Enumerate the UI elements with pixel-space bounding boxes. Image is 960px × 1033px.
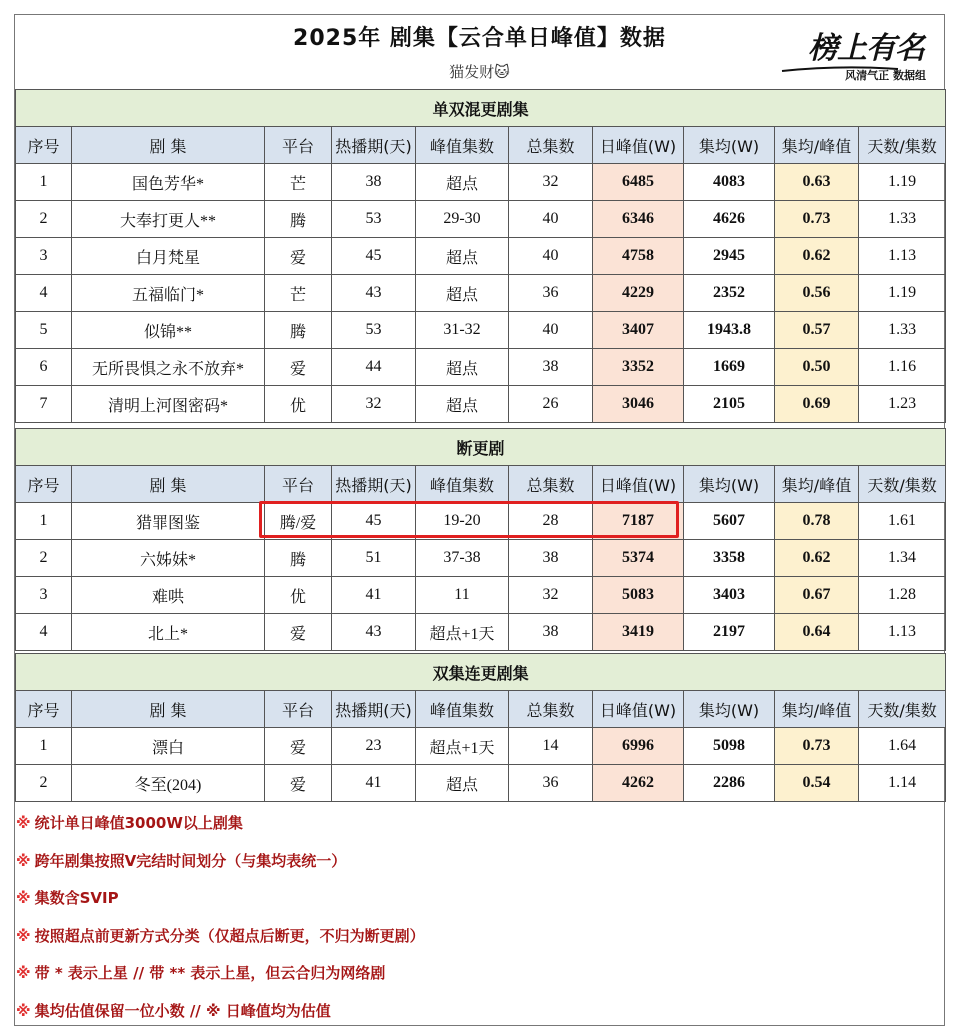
- cell-ratio: 0.64: [775, 614, 859, 651]
- note-mark: ※: [16, 851, 31, 870]
- cell-peak: 6996: [593, 728, 684, 765]
- table-header-row: [16, 691, 946, 728]
- note-mark: ※: [16, 814, 31, 832]
- column-header: 平台: [265, 466, 332, 503]
- cell-total: 38: [509, 349, 593, 386]
- table-row: [16, 238, 946, 275]
- table-row: [16, 614, 946, 651]
- column-header: 峰值集数: [416, 691, 509, 728]
- notes-list: [16, 805, 916, 1030]
- cell-name: 白月梵星: [72, 238, 265, 275]
- column-header: 集均(W): [684, 691, 775, 728]
- cell-dpe: 1.34: [859, 540, 946, 577]
- cell-peak: 6485: [593, 164, 684, 201]
- cell-pk: 11: [416, 577, 509, 614]
- cell-days: 41: [332, 765, 416, 802]
- cell-pk: 超点+1天: [416, 728, 509, 765]
- column-header: 峰值集数: [416, 466, 509, 503]
- cell-name: 清明上河图密码*: [72, 386, 265, 423]
- section-title: 断更剧: [16, 429, 946, 466]
- cell-plat: 优: [265, 577, 332, 614]
- cell-name: 漂白: [72, 728, 265, 765]
- column-header: 热播期(天): [332, 691, 416, 728]
- note-mark: ※: [16, 889, 31, 907]
- cell-ratio: 0.62: [775, 238, 859, 275]
- cell-idx: 4: [16, 275, 72, 312]
- cell-name: 冬至(204): [72, 765, 265, 802]
- note-text: 带 * 表示上星 // 带 ** 表示上星，但云合归为网络剧: [34, 964, 386, 982]
- cell-plat: 优: [265, 386, 332, 423]
- note-item: [16, 955, 916, 993]
- table-row: [16, 540, 946, 577]
- cell-days: 53: [332, 312, 416, 349]
- cell-dpe: 1.61: [859, 503, 946, 540]
- cell-ratio: 0.67: [775, 577, 859, 614]
- column-header: 天数/集数: [859, 466, 946, 503]
- column-header: 集均/峰值: [775, 466, 859, 503]
- cell-avg: 3358: [684, 540, 775, 577]
- cell-plat: 腾: [265, 201, 332, 238]
- cell-idx: 1: [16, 728, 72, 765]
- cell-pk: 29-30: [416, 201, 509, 238]
- cell-ratio: 0.69: [775, 386, 859, 423]
- table-row: [16, 503, 946, 540]
- note-item: [16, 993, 916, 1031]
- cell-peak: 3352: [593, 349, 684, 386]
- cell-pk: 超点: [416, 765, 509, 802]
- cell-pk: 超点: [416, 349, 509, 386]
- cell-dpe: 1.64: [859, 728, 946, 765]
- cell-idx: 2: [16, 201, 72, 238]
- table-row: [16, 765, 946, 802]
- cell-ratio: 0.57: [775, 312, 859, 349]
- cell-avg: 2945: [684, 238, 775, 275]
- cell-peak: 7187: [593, 503, 684, 540]
- column-header: 总集数: [509, 691, 593, 728]
- note-text: 跨年剧集按照V完结时间划分（与集均表统一）: [34, 851, 347, 870]
- cell-ratio: 0.56: [775, 275, 859, 312]
- table-row: [16, 386, 946, 423]
- cell-avg: 3403: [684, 577, 775, 614]
- cell-plat: 腾: [265, 540, 332, 577]
- cell-name: 似锦**: [72, 312, 265, 349]
- column-header: 热播期(天): [332, 127, 416, 164]
- cell-peak: 3046: [593, 386, 684, 423]
- cell-days: 32: [332, 386, 416, 423]
- cell-total: 38: [509, 540, 593, 577]
- logo: [786, 21, 936, 87]
- cell-idx: 3: [16, 577, 72, 614]
- cell-name: 北上*: [72, 614, 265, 651]
- cell-ratio: 0.73: [775, 728, 859, 765]
- cell-peak: 6346: [593, 201, 684, 238]
- cell-peak: 5374: [593, 540, 684, 577]
- cell-avg: 4626: [684, 201, 775, 238]
- section-title: 单双混更剧集: [16, 90, 946, 127]
- cell-peak: 4229: [593, 275, 684, 312]
- column-header: 峰值集数: [416, 127, 509, 164]
- cell-avg: 1669: [684, 349, 775, 386]
- cell-peak: 5083: [593, 577, 684, 614]
- cell-idx: 5: [16, 312, 72, 349]
- cell-dpe: 1.13: [859, 238, 946, 275]
- cell-avg: 2286: [684, 765, 775, 802]
- cell-name: 六姊妹*: [72, 540, 265, 577]
- column-header: 热播期(天): [332, 466, 416, 503]
- note-mark: ※: [16, 926, 31, 945]
- cell-plat: 爱: [265, 238, 332, 275]
- cell-days: 45: [332, 238, 416, 275]
- cell-days: 38: [332, 164, 416, 201]
- cell-pk: 37-38: [416, 540, 509, 577]
- cell-days: 43: [332, 614, 416, 651]
- cell-total: 40: [509, 201, 593, 238]
- logo-subtext: 风清气正 数据组: [845, 69, 926, 82]
- column-header: 集均(W): [684, 127, 775, 164]
- cell-avg: 2105: [684, 386, 775, 423]
- logo-text: 榜上有名: [808, 31, 924, 66]
- cell-avg: 5607: [684, 503, 775, 540]
- cell-peak: 3419: [593, 614, 684, 651]
- cell-dpe: 1.33: [859, 201, 946, 238]
- cell-idx: 1: [16, 503, 72, 540]
- table-row: [16, 728, 946, 765]
- cell-dpe: 1.33: [859, 312, 946, 349]
- cell-plat: 芒: [265, 275, 332, 312]
- column-header: 平台: [265, 127, 332, 164]
- cell-ratio: 0.50: [775, 349, 859, 386]
- cell-days: 53: [332, 201, 416, 238]
- cell-total: 32: [509, 577, 593, 614]
- cell-idx: 3: [16, 238, 72, 275]
- cell-name: 无所畏惧之永不放弃*: [72, 349, 265, 386]
- table-row: [16, 201, 946, 238]
- note-text: 统计单日峰值3000W以上剧集: [34, 814, 243, 832]
- cell-name: 国色芳华*: [72, 164, 265, 201]
- cell-total: 36: [509, 275, 593, 312]
- cell-ratio: 0.54: [775, 765, 859, 802]
- column-header: 天数/集数: [859, 127, 946, 164]
- cell-ratio: 0.73: [775, 201, 859, 238]
- cell-pk: 19-20: [416, 503, 509, 540]
- cell-pk: 31-32: [416, 312, 509, 349]
- note-text: 按照超点前更新方式分类（仅超点后断更，不归为断更剧）: [34, 926, 425, 945]
- column-header: 日峰值(W): [593, 466, 684, 503]
- cell-plat: 芒: [265, 164, 332, 201]
- cell-plat: 爱: [265, 728, 332, 765]
- cell-total: 40: [509, 238, 593, 275]
- cell-total: 14: [509, 728, 593, 765]
- cell-total: 38: [509, 614, 593, 651]
- cell-pk: 超点: [416, 164, 509, 201]
- cell-total: 32: [509, 164, 593, 201]
- cell-days: 45: [332, 503, 416, 540]
- column-header: 序号: [16, 127, 72, 164]
- column-header: 剧 集: [72, 691, 265, 728]
- document-header: [15, 15, 944, 89]
- cell-name: 大奉打更人**: [72, 201, 265, 238]
- author-credit: 猫发财🐱: [449, 63, 510, 81]
- note-item: [16, 880, 916, 918]
- column-header: 集均/峰值: [775, 691, 859, 728]
- table-header-row: [16, 127, 946, 164]
- cell-name: 五福临门*: [72, 275, 265, 312]
- section-title: 双集连更剧集: [16, 654, 946, 691]
- cell-idx: 7: [16, 386, 72, 423]
- cell-peak: 4758: [593, 238, 684, 275]
- cell-days: 41: [332, 577, 416, 614]
- cell-dpe: 1.23: [859, 386, 946, 423]
- cell-avg: 4083: [684, 164, 775, 201]
- cell-days: 43: [332, 275, 416, 312]
- cell-total: 40: [509, 312, 593, 349]
- table-row: [16, 312, 946, 349]
- cell-plat: 爱: [265, 614, 332, 651]
- cell-plat: 腾: [265, 312, 332, 349]
- cell-pk: 超点: [416, 238, 509, 275]
- cell-idx: 2: [16, 765, 72, 802]
- cell-total: 28: [509, 503, 593, 540]
- cell-dpe: 1.28: [859, 577, 946, 614]
- table-row: [16, 349, 946, 386]
- table-row: [16, 164, 946, 201]
- cell-pk: 超点: [416, 275, 509, 312]
- table-header-row: [16, 466, 946, 503]
- note-text: 集均估值保留一位小数 // ※ 日峰值均为估值: [34, 1001, 331, 1020]
- cell-dpe: 1.16: [859, 349, 946, 386]
- column-header: 总集数: [509, 466, 593, 503]
- page-title: 2025年 剧集【云合单日峰值】数据: [293, 26, 666, 51]
- cell-plat: 爱: [265, 765, 332, 802]
- cell-dpe: 1.13: [859, 614, 946, 651]
- note-mark: ※: [16, 1001, 31, 1020]
- section-table: [15, 89, 946, 423]
- cell-idx: 6: [16, 349, 72, 386]
- cell-avg: 1943.8: [684, 312, 775, 349]
- cell-total: 26: [509, 386, 593, 423]
- table-row: [16, 577, 946, 614]
- cell-idx: 1: [16, 164, 72, 201]
- column-header: 剧 集: [72, 466, 265, 503]
- column-header: 日峰值(W): [593, 691, 684, 728]
- cell-dpe: 1.14: [859, 765, 946, 802]
- cell-ratio: 0.63: [775, 164, 859, 201]
- cell-ratio: 0.62: [775, 540, 859, 577]
- cell-plat: 爱: [265, 349, 332, 386]
- cell-idx: 4: [16, 614, 72, 651]
- table-row: [16, 275, 946, 312]
- note-item: [16, 918, 916, 956]
- note-item: [16, 843, 916, 881]
- cell-peak: 4262: [593, 765, 684, 802]
- cell-peak: 3407: [593, 312, 684, 349]
- cell-plat: 腾/爱: [265, 503, 332, 540]
- cell-pk: 超点: [416, 386, 509, 423]
- cell-avg: 2197: [684, 614, 775, 651]
- column-header: 集均(W): [684, 466, 775, 503]
- section-table: [15, 653, 946, 802]
- column-header: 序号: [16, 691, 72, 728]
- cell-avg: 5098: [684, 728, 775, 765]
- column-header: 天数/集数: [859, 691, 946, 728]
- cell-name: 猎罪图鉴: [72, 503, 265, 540]
- note-item: [16, 805, 916, 843]
- cell-days: 23: [332, 728, 416, 765]
- cell-ratio: 0.78: [775, 503, 859, 540]
- column-header: 序号: [16, 466, 72, 503]
- cell-days: 51: [332, 540, 416, 577]
- cell-pk: 超点+1天: [416, 614, 509, 651]
- cell-idx: 2: [16, 540, 72, 577]
- note-text: 集数含SVIP: [34, 889, 119, 907]
- column-header: 平台: [265, 691, 332, 728]
- cell-dpe: 1.19: [859, 164, 946, 201]
- column-header: 集均/峰值: [775, 127, 859, 164]
- cell-name: 难哄: [72, 577, 265, 614]
- cell-dpe: 1.19: [859, 275, 946, 312]
- cell-total: 36: [509, 765, 593, 802]
- column-header: 总集数: [509, 127, 593, 164]
- column-header: 剧 集: [72, 127, 265, 164]
- note-mark: ※: [16, 964, 31, 982]
- column-header: 日峰值(W): [593, 127, 684, 164]
- cell-days: 44: [332, 349, 416, 386]
- cell-avg: 2352: [684, 275, 775, 312]
- section-table: [15, 428, 946, 651]
